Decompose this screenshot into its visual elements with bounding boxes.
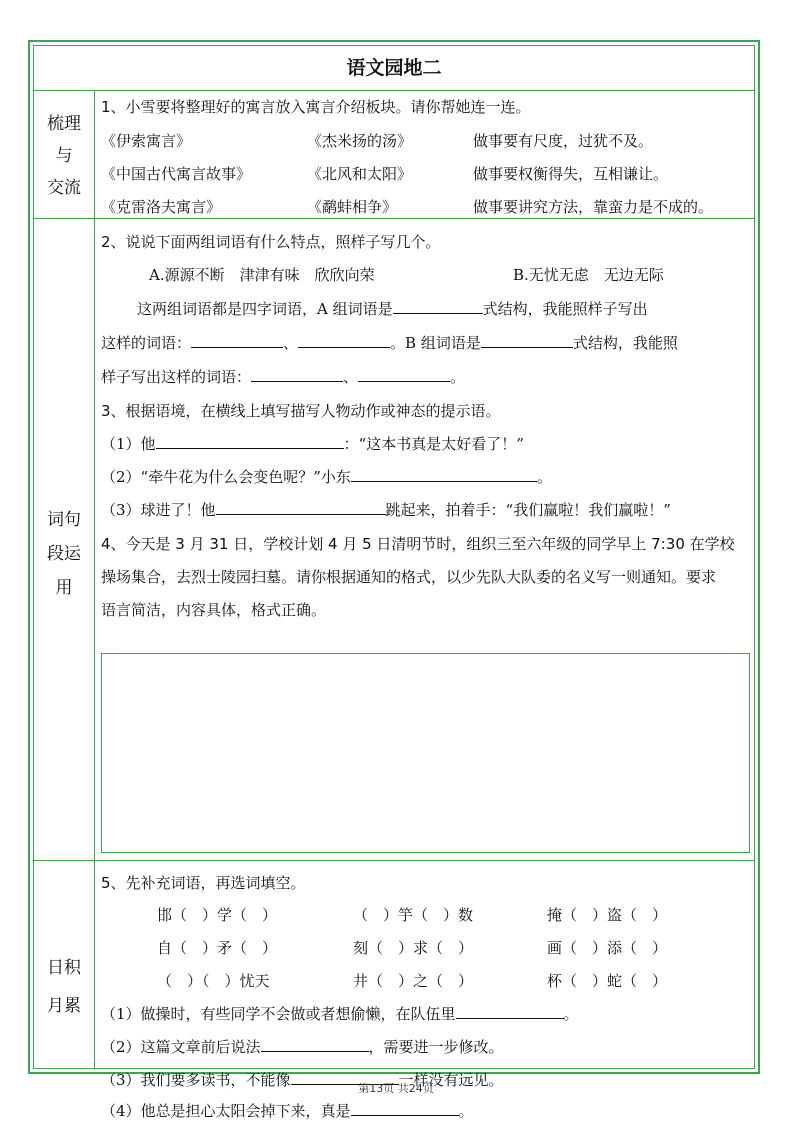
text: （3）球进了！他 — [101, 501, 216, 519]
text: 。 — [536, 468, 552, 486]
text: （1）他 — [101, 435, 156, 453]
idiom-item[interactable]: 杯（ ）蛇（ ） — [547, 972, 668, 990]
notice-writing-area[interactable] — [101, 653, 750, 853]
text: 这两组词语都是四字词语，A 组词语是 — [137, 300, 393, 318]
q5-sentence-4 — [101, 1100, 474, 1121]
q1-book[interactable]: 《伊索寓言》 — [101, 132, 192, 150]
q1-moral[interactable]: 做事要有尺度，过犹不及。 — [473, 132, 654, 150]
label-line: 段运 — [47, 544, 81, 564]
text: （4）他总是担心太阳会掉下来，真是 — [101, 1102, 351, 1120]
q3-line-1 — [101, 433, 524, 454]
q5-prompt: 5、先补充词语，再选词填空。 — [101, 874, 306, 892]
q1-story[interactable]: 《鹬蚌相争》 — [307, 198, 398, 216]
idiom-item[interactable]: 井（ ）之（ ） — [353, 972, 474, 990]
label-line: 月累 — [47, 996, 81, 1016]
divider — [95, 860, 754, 861]
q2-prompt: 2、说说下面两组词语有什么特点，照样子写几个。 — [101, 233, 441, 251]
text: 一样没有远见。 — [398, 1071, 504, 1089]
text: 。 — [563, 1005, 579, 1023]
text: 。 — [450, 368, 466, 386]
idiom-item[interactable]: （ ）（ ）忧天 — [157, 972, 270, 990]
idiom-item[interactable]: 邯（ ）学（ ） — [157, 906, 278, 924]
divider — [34, 218, 94, 219]
text: 样子写出这样的词语： — [101, 368, 252, 386]
label-line: 与 — [55, 146, 73, 166]
text: 这样的词语： — [101, 334, 192, 352]
answer-blank[interactable] — [216, 500, 386, 515]
q1-book[interactable]: 《克雷洛夫寓言》 — [101, 198, 222, 216]
idiom-item[interactable]: （ ）竽（ ）数 — [353, 906, 474, 924]
idiom-item[interactable]: 掩（ ）盗（ ） — [547, 906, 668, 924]
answer-blank[interactable] — [351, 467, 537, 482]
text: （3）我们要多读书，不能像 — [101, 1071, 291, 1089]
q2-line-1 — [137, 298, 648, 319]
label-line: 交流 — [47, 178, 81, 198]
answer-blank[interactable] — [191, 333, 283, 348]
answer-blank[interactable] — [481, 333, 573, 348]
text: （1）做操时，有些同学不会做或者想偷懒，在队伍里 — [101, 1005, 456, 1023]
q2-group-a: A.源源不断 津津有味 欣欣向荣 — [149, 266, 375, 284]
q3-prompt: 3、根据语境，在横线上填写描写人物动作或神态的提示语。 — [101, 402, 501, 420]
q1-book[interactable]: 《中国古代寓言故事》 — [101, 165, 252, 183]
q5-sentence-2 — [101, 1036, 504, 1057]
divider — [34, 860, 94, 861]
q2-line-3 — [101, 366, 465, 387]
q3-line-2 — [101, 466, 552, 487]
q2-group-b: B.无忧无虑 无边无际 — [513, 266, 664, 284]
q1-moral[interactable]: 做事要权衡得失，互相谦让。 — [473, 165, 669, 183]
q5-sentence-1 — [101, 1003, 579, 1024]
label-line: 梳理 — [47, 114, 81, 134]
answer-blank[interactable] — [358, 367, 450, 382]
text: 跳起来，拍着手：“我们赢啦！我们赢啦！” — [385, 501, 671, 519]
label-line: 词句 — [47, 510, 81, 530]
text: 式结构，我能照 — [572, 334, 678, 352]
text: 式结构，我能照样子写出 — [482, 300, 648, 318]
answer-blank[interactable] — [261, 1037, 369, 1052]
q1-prompt: 1、小雪要将整理好的寓言放入寓言介绍板块。请你帮她连一连。 — [101, 98, 531, 116]
label-line: 日积 — [47, 958, 81, 978]
answer-blank[interactable] — [298, 333, 390, 348]
answer-blank[interactable] — [351, 1101, 459, 1116]
q4-line: 操场集合，去烈士陵园扫墓。请你根据通知的格式，以少先队大队委的名义写一则通知。要求 — [101, 568, 717, 586]
q1-story[interactable]: 《北风和太阳》 — [307, 165, 413, 183]
q2-line-2 — [101, 332, 678, 353]
text: （2）“牵牛花为什么会变色呢？”小东 — [101, 468, 351, 486]
answer-blank[interactable] — [251, 367, 343, 382]
answer-blank[interactable] — [393, 299, 483, 314]
q3-line-3 — [101, 499, 671, 520]
page-title: 语文园地二 — [34, 46, 754, 91]
answer-blank[interactable] — [456, 1004, 564, 1019]
answer-blank[interactable] — [156, 434, 344, 449]
text: ：“这本书真是太好看了！” — [343, 435, 524, 453]
q4-line: 4、今天是 3 月 31 日，学校计划 4 月 5 日清明节时，组织三至六年级的同学早上 7:30 在学校 — [101, 535, 735, 553]
text: （2）这篇文章前后说法 — [101, 1038, 261, 1056]
q1-moral[interactable]: 做事要讲究方法，靠蛮力是不成的。 — [473, 198, 714, 216]
idiom-item[interactable]: 刻（ ）求（ ） — [353, 939, 474, 957]
idiom-item[interactable]: 自（ ）矛（ ） — [157, 939, 278, 957]
idiom-item[interactable]: 画（ ）添（ ） — [547, 939, 668, 957]
text: 。B 组词语是 — [390, 334, 481, 352]
section-label-column — [34, 90, 95, 1068]
text: 、 — [343, 368, 359, 386]
label-line: 用 — [55, 578, 73, 598]
divider — [95, 218, 754, 219]
text: ，需要进一步修改。 — [368, 1038, 504, 1056]
q4-line: 语言简洁，内容具体，格式正确。 — [101, 601, 327, 619]
text: 、 — [283, 334, 299, 352]
text: 。 — [458, 1102, 474, 1120]
page-footer: 第13页 共24页 — [358, 1082, 434, 1095]
q1-story[interactable]: 《杰米扬的汤》 — [307, 132, 413, 150]
